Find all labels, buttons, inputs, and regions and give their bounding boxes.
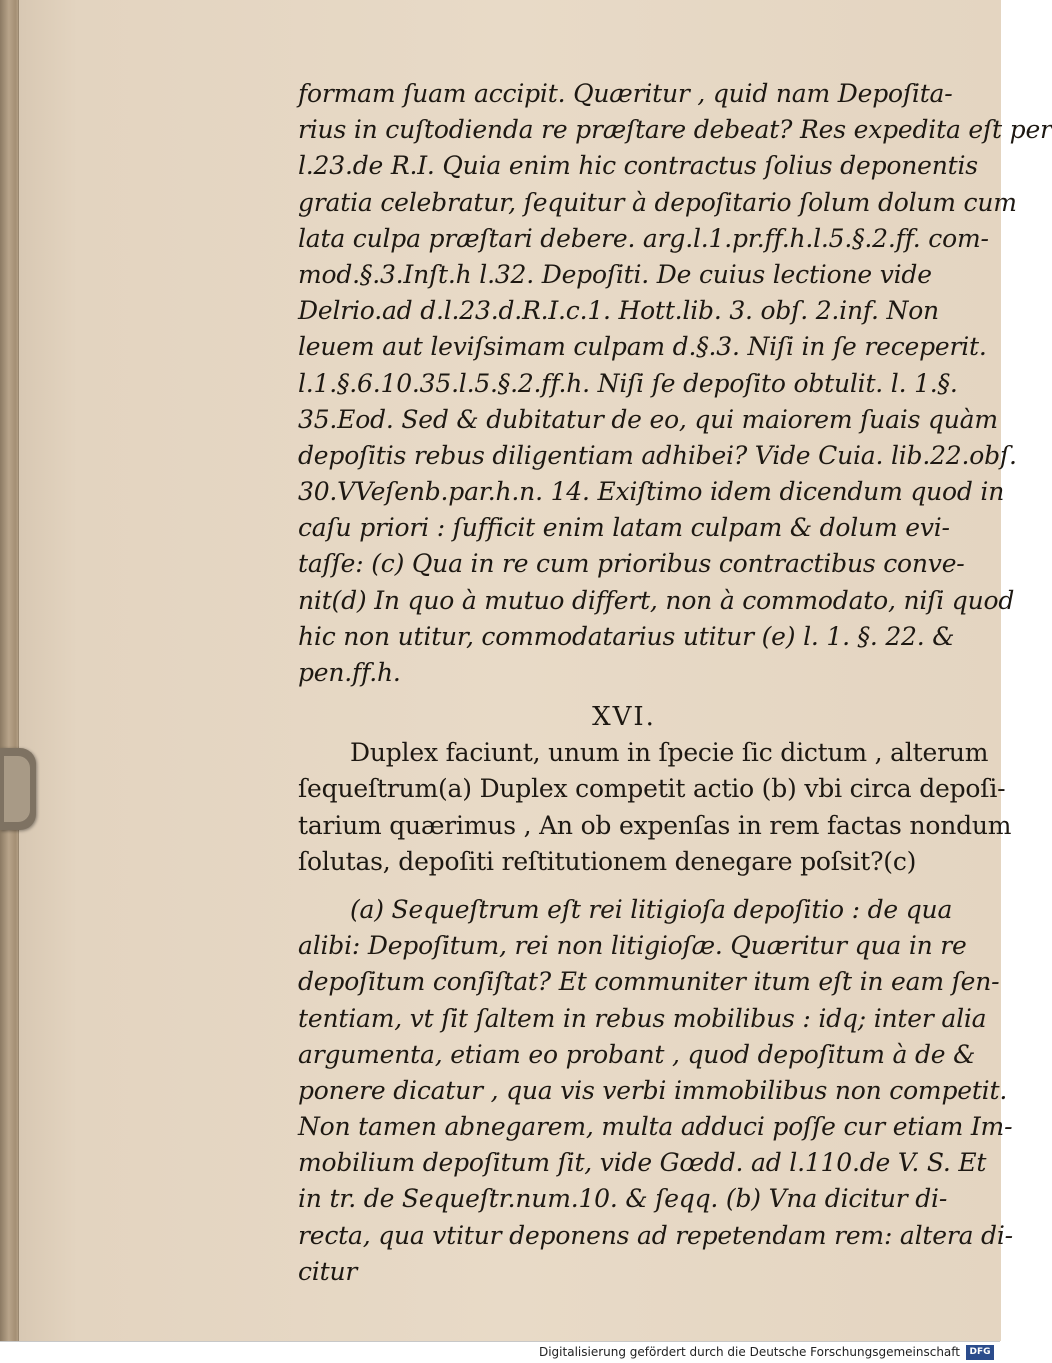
text-line: leuem aut leviſsimam culpam d.§.3. Niſi in ſe receperit. xyxy=(298,332,987,362)
text-line: hic non utitur, commodatarius utitur (e) l. 1. §. 22. & xyxy=(298,621,955,651)
text-line: pen.ff.h. xyxy=(298,658,401,687)
text-line: Duplex faciunt, unum in ſpecie ſic dictum , alterum xyxy=(350,738,989,768)
text-line: ponere dicatur , qua vis verbi immobilibus non competit. xyxy=(298,1075,1008,1105)
dfg-logo-icon: DFG xyxy=(966,1345,994,1360)
text-line: (a) Sequeſtrum eſt rei litigioſa depoſitio : de qua xyxy=(350,894,953,924)
section-paragraph xyxy=(298,735,1012,880)
text-line: 30.VVeſenb.par.h.n. 14. Exiſtimo idem dicendum quod in xyxy=(298,477,1005,507)
text-line: argumenta, etiam eo probant , quod depoſitum à de & xyxy=(298,1039,976,1069)
notes-paragraph-1 xyxy=(298,76,1052,691)
section-heading: XVI. xyxy=(592,702,656,733)
text-line: lata culpa præſtari debere. arg.l.1.pr.ff.h.l.5.§.2.ff. com- xyxy=(298,223,989,253)
text-line: recta, qua vtitur deponens ad repetendam rem: altera di- xyxy=(298,1220,1013,1250)
text-line: formam ſuam accipit. Quæritur , quid nam Depoſita- xyxy=(298,79,953,108)
footer-bar xyxy=(0,1341,1000,1363)
notes-paragraph-2 xyxy=(298,892,1013,1290)
clasp-inner xyxy=(4,756,30,822)
footer-credit: Digitalisierung gefördert durch die Deutsche Forschungsgemeinschaft xyxy=(538,1345,960,1359)
text-line: ſequeſtrum(a) Duplex competit actio (b) vbi circa depoſi- xyxy=(298,774,1006,804)
text-line: ſolutas, depoſiti reſtitutionem denegare poſsit?(c) xyxy=(298,846,917,876)
text-line: l.23.de R.I. Quia enim hic contractus ſolius deponentis xyxy=(298,151,978,181)
text-line: Delrio.ad d.l.23.d.R.I.c.1. Hott.lib. 3. obſ. 2.inf. Non xyxy=(298,296,939,326)
text-line: mobilium depoſitum ſit, vide Gœdd. ad l.110.de V. S. Et xyxy=(298,1148,987,1178)
text-line: taſſe: (c) Qua in re cum prioribus contractibus conve- xyxy=(298,549,965,579)
text-line: citur xyxy=(298,1256,358,1286)
text-line: depoſitis rebus diligentiam adhibei? Vide Cuia. lib.22.obſ. xyxy=(298,440,1017,470)
text-line: tarium quærimus , An ob expenſas in rem factas nondum xyxy=(298,810,1012,840)
text-line: 35.Eod. Sed & dubitatur de eo, qui maiorem ſuais quàm xyxy=(298,404,998,434)
text-line: alibi: Depoſitum, rei non litigioſæ. Quæritur qua in re xyxy=(298,931,967,961)
paragraph-gap xyxy=(298,880,950,892)
text-line: depoſitum conſiſtat? Et communiter itum eſt in eam ſen- xyxy=(298,967,1000,997)
text-line: nit(d) In quo à mutuo differt, non à commodato, niſi quod xyxy=(298,585,1015,615)
text-block xyxy=(298,76,1052,1290)
book-clasp xyxy=(0,748,36,830)
text-line: Non tamen abnegarem, multa adduci poſſe cur etiam Im- xyxy=(298,1112,1013,1142)
text-line: caſu priori : ſufficit enim latam culpam & dolum evi- xyxy=(298,513,950,543)
text-line: l.1.§.6.10.35.l.5.§.2.ff.h. Niſi ſe depoſito obtulit. l. 1.§. xyxy=(298,368,958,398)
text-line: mod.§.3.Inſt.h l.32. Depoſiti. De cuius lectione vide xyxy=(298,259,932,289)
text-line: tentiam, vt ſit ſaltem in rebus mobilibus : idq; inter alia xyxy=(298,1003,987,1033)
text-line: in tr. de Sequeſtr.num.10. & ſeqq. (b) Vna dicitur di- xyxy=(298,1184,948,1214)
text-line: gratia celebratur, ſequitur à depoſitario ſolum dolum cum xyxy=(298,187,1017,217)
text-line: rius in cuſtodienda re præſtare debeat? Res expedita eſt per xyxy=(298,115,1052,145)
